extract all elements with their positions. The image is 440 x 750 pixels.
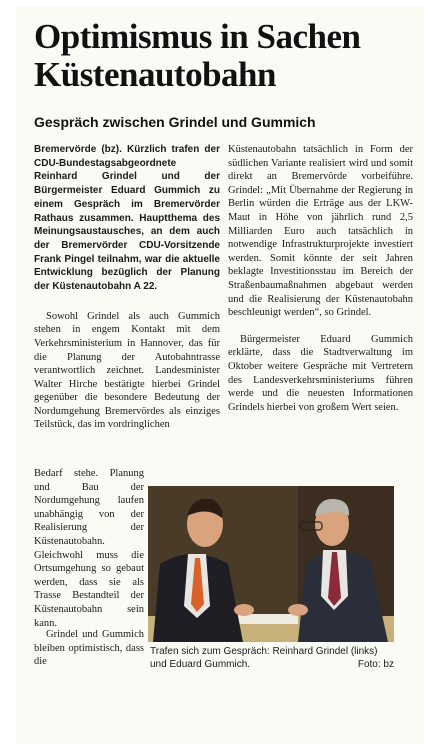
news-photo [148, 486, 394, 642]
lead-paragraph: Bremervörde (bz). Kürzlich trafen der CDU-Bundestagsabgeordnete Reinhard Grindel und der Bürgermeister Eduard Gummich zu einem Gespräch im Bremervörder Rathaus zusammen. Hauptthema des Meinungsaustausches, an dem auch der Bremervörder CDU-Vorsitzende Frank Pingel teilnahm, war die aktuelle Entwicklung bezüglich der Planung der Küstenautobahn A 22. [34, 144, 220, 293]
column-left [34, 143, 220, 432]
body-paragraph: Sowohl Grindel als auch Gummich stehen in engem Kontakt mit dem Verkehrsministerium in Hannover, das für die Planung der Autobahntrasse verantwortlich zeichnet. Landesminister Walter Hirche bestätigte hierbei Grindel gegenüber die besondere Bedeutung der Nordumgehung Bremervördes als einziges Teilstück, das im vordringlichen [34, 310, 220, 431]
subheadline: Gespräch zwischen Grindel und Gummich [34, 114, 316, 130]
headline: Optimismus in Sachen Küstenautobahn [34, 17, 361, 94]
photo-illustration [148, 486, 394, 642]
body-paragraph: Bedarf stehe. Planung und Bau der Nordumgehung laufen unabhängig von der Realisierung der Küstenautobahn. Gleichwohl muss die Ortsumgehung so gebaut werden, dass sie als Trasse Bestandteil der Küstenautobahn sein kann. [34, 468, 144, 629]
photo-hand-left [234, 604, 254, 616]
photo-hand-right [288, 604, 308, 616]
column-right [228, 143, 413, 414]
body-paragraph: Grindel und Gummich bleiben optimistisch, dass die [34, 629, 144, 668]
caption-text: Trafen sich zum Gespräch: Reinhard Grindel (links) und Eduard Gummich. [150, 646, 378, 670]
photo-credit: Foto: bz [357, 658, 394, 670]
wrapped-text-block [34, 628, 144, 669]
body-paragraph: Küstenautobahn tatsächlich in Form der südlichen Variante realisiert wird und somit direkt an Bremervörde vorbeiführe. Grindel: „Mit Übernahme der Regierung in Berlin würden die Erträge aus der LKW-Maut in Höhe von jährlich rund 2,5 Milliarden Euro auch tatsächlich in notwendige Infrastrukturprojekte investiert werden. Somit könnte der seit Jahren beklagte Investitionsstau im Bereich der Straßenbaumaßnahmen abgebaut werden und die Realisierung der Küstenautobahn beschleunigt werden“, so Grindel. [228, 144, 413, 319]
wrapped-text-block [34, 467, 144, 630]
photo-caption [150, 646, 394, 671]
body-paragraph: Bürgermeister Eduard Gummich erklärte, dass die Stadtverwaltung im Oktober weitere Gespräche mit Vertretern des Landesverkehrsministeriums führen werde und die neuesten Informationen Grindels hierbei von großem Wert seien. [228, 333, 413, 413]
